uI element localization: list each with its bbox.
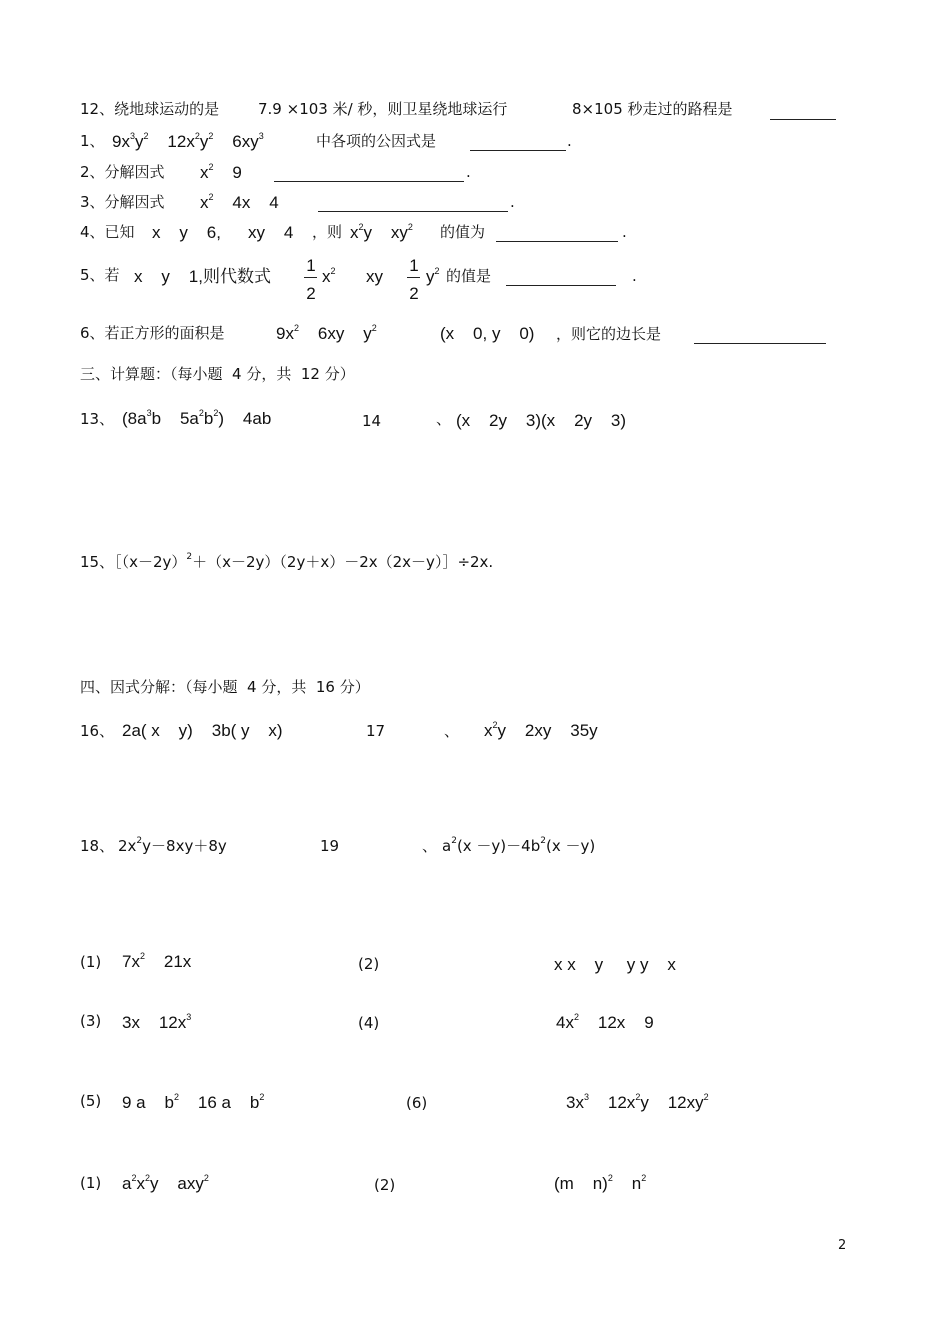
q5-tail: 的值是 <box>446 267 492 285</box>
exercise-4-expression: $4x^2$ 12x 9 <box>556 1012 654 1032</box>
q1-label: 1、 <box>80 132 105 150</box>
q19-expression: $a^2(x -y)-4b^2(x -y)$ <box>442 836 596 855</box>
exercise-3-label: (3) <box>80 1012 102 1030</box>
q5-label: 5、若 <box>80 266 120 284</box>
q3-answer-blank[interactable] <box>318 211 508 212</box>
q5-frac2-denominator: 2 <box>409 284 419 303</box>
exercise-1-expression: $7x^2$ 21x <box>122 951 192 971</box>
q4-tail: 的值为 <box>440 223 486 241</box>
q2-expression: $x^2$ 9 <box>200 162 242 182</box>
q12-time: 8×105 秒走过的路程是 <box>572 100 733 118</box>
q6-tail: ，则它的边长是 <box>556 325 662 343</box>
q2-answer-blank[interactable] <box>274 181 464 182</box>
q14-number: 14 <box>362 412 382 430</box>
q4-condition-sum: x y 6, <box>152 223 221 242</box>
q18-expression: $2x^2y-8xy+8y$ <box>118 836 227 855</box>
q4-then: ，则 <box>312 223 343 241</box>
q17-number: 17 <box>366 722 386 740</box>
q5-term-x2: $x^2$ <box>322 266 336 286</box>
exercise-b2-label: (2) <box>374 1176 396 1194</box>
q5-condition: x y 1,则代数式 <box>134 267 271 286</box>
q1-answer-blank[interactable] <box>470 150 566 151</box>
exercise-2-label: (2) <box>358 955 380 973</box>
q4-expression: $x^2y$ $xy^2$ <box>350 222 413 242</box>
q14-expression: (x 2y 3)(x 2y 3) <box>456 411 627 430</box>
q4-end: . <box>622 223 627 241</box>
q12-label: 12、绕地球运动的是 <box>80 100 220 118</box>
q13-label: 13、 <box>80 410 115 428</box>
q5-term-y2: $y^2$ <box>426 266 440 286</box>
q1-end: . <box>567 132 572 150</box>
q5-frac2-bar <box>407 277 420 278</box>
exercise-3-expression: 3x $12x^3$ <box>122 1012 192 1032</box>
page-number: 2 <box>838 1238 847 1253</box>
q16-expression: 2a( x y) 3b( y x) <box>122 721 283 740</box>
q12-speed: 7.9 ×103 米/ 秒，则卫星绕地球运行 <box>258 100 508 118</box>
section4-title: 四、因式分解：（每小题 4 分，共 16 分） <box>80 678 370 696</box>
q5-frac1-numerator: 1 <box>306 256 316 275</box>
q5-frac1-denominator: 2 <box>306 284 316 303</box>
q5-frac1-bar <box>304 277 317 278</box>
q3-label: 3、分解因式 <box>80 193 165 211</box>
exercise-1-label: (1) <box>80 953 102 971</box>
q6-condition: (x 0, y 0) <box>440 324 535 343</box>
q17-separator: 、 <box>444 722 460 740</box>
q19-separator: 、 <box>422 837 438 855</box>
q5-term-xy: xy <box>366 267 383 286</box>
exercise-b1-label: (1) <box>80 1174 102 1192</box>
exercise-b1-expression: $a^2x^2y$ axy$^2$ <box>122 1173 209 1193</box>
q17-expression: $x^2y$ 2xy 35y <box>484 720 598 740</box>
q3-expression: $x^2$ 4x 4 <box>200 192 279 212</box>
q19-number: 19 <box>320 837 340 855</box>
q4-condition-product: xy 4 <box>248 223 294 242</box>
q1-expression: $9x^3y^2$ $12x^2y^2$ $6xy^3$ <box>112 131 264 151</box>
q4-answer-blank[interactable] <box>496 241 618 242</box>
q12-answer-blank[interactable] <box>770 119 836 120</box>
q1-tail: 中各项的公因式是 <box>316 132 437 150</box>
exercise-6-label: (6) <box>406 1094 428 1112</box>
q5-end: . <box>632 267 637 285</box>
exercise-4-label: (4) <box>358 1014 380 1032</box>
q2-end: . <box>466 163 471 181</box>
q5-frac2-numerator: 1 <box>409 256 419 275</box>
q6-label: 6、若正方形的面积是 <box>80 324 225 342</box>
q4-label: 4、已知 <box>80 223 135 241</box>
exercise-5-label: (5) <box>80 1092 102 1110</box>
q5-answer-blank[interactable] <box>506 285 616 286</box>
q16-label: 16、 <box>80 722 115 740</box>
q6-expression: $9x^2$ 6xy $y^2$ <box>276 323 377 343</box>
q18-label: 18、 <box>80 837 115 855</box>
exercise-6-expression: $3x^3$ $12x^2y$ $12xy^2$ <box>566 1092 709 1112</box>
section3-title: 三、计算题：（每小题 4 分，共 12 分） <box>80 365 355 383</box>
q13-expression: ($8a^3b$ $5a^2b^2$) 4ab <box>122 408 272 428</box>
exercise-b2-expression: (m n)$^2$ $n^2$ <box>554 1173 647 1193</box>
q6-answer-blank[interactable] <box>694 343 826 344</box>
exercise-2-expression: x x y y y x <box>554 955 676 974</box>
q14-separator: 、 <box>436 410 452 428</box>
exercise-5-expression: 9 a $b^2$ 16 a $b^2$ <box>122 1092 265 1112</box>
q2-label: 2、分解因式 <box>80 163 165 181</box>
q3-end: . <box>510 193 515 211</box>
q15-expression: 15、$[(x-2y)^2+(x-2y)(2y+x)-2x(2x-y)]\div 2x$. <box>80 552 494 571</box>
